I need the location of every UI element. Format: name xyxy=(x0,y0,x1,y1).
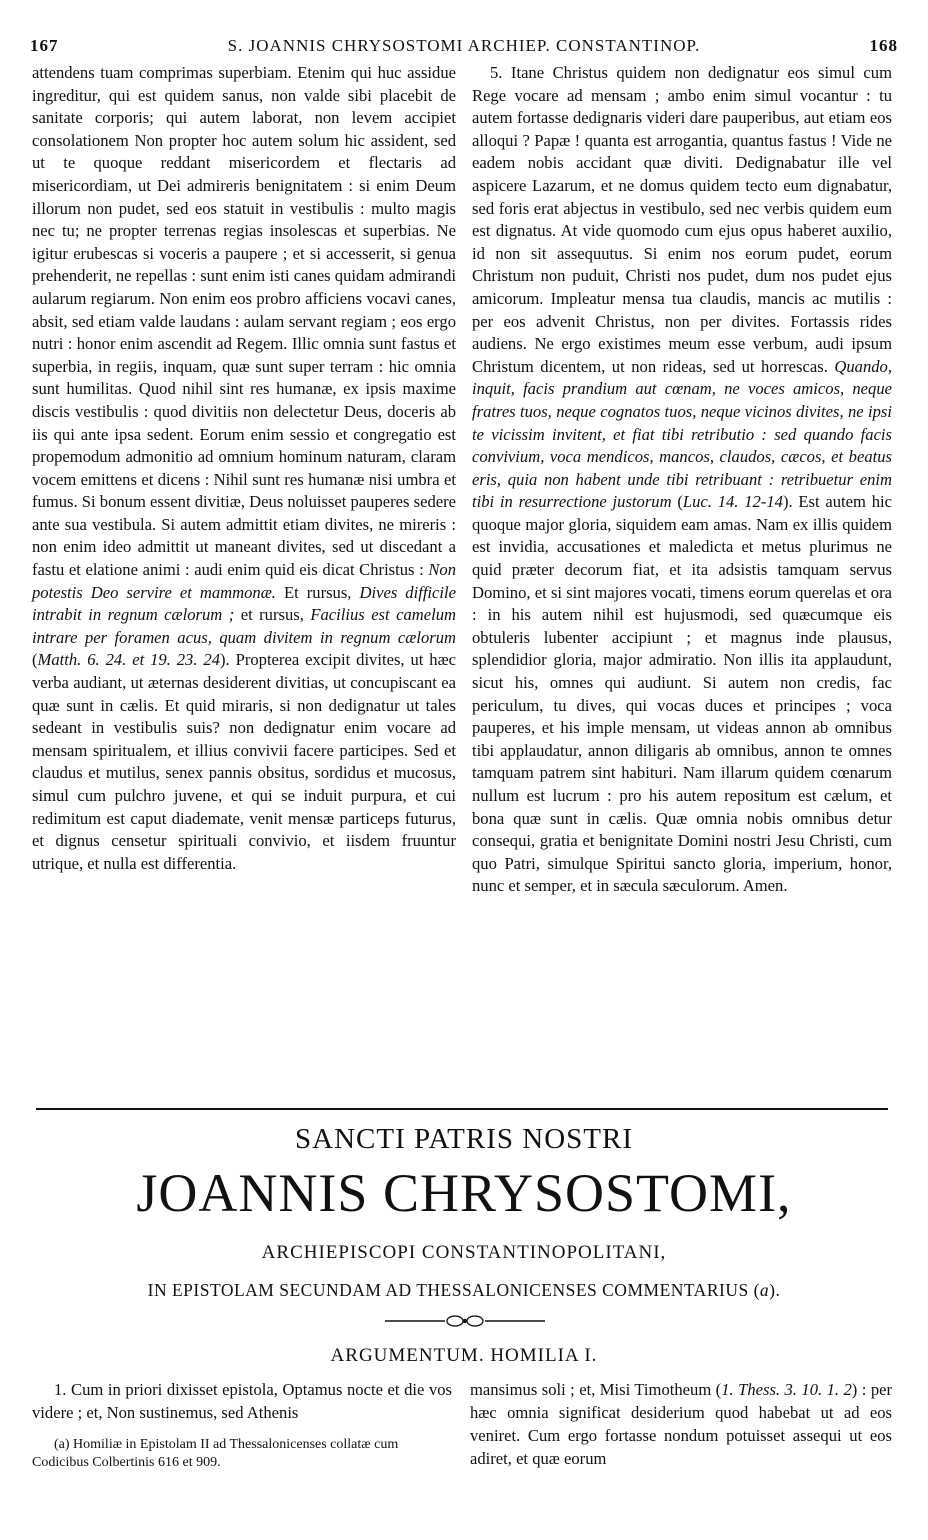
text-run: et rursus, xyxy=(234,605,311,625)
scripture-quote: Quando, inquit, facis prandium aut cœnam, ne voces amicos, neque fratres tuos, neque cognatos tuos, neque vicinos divites, ne ipsi te vicissim invitent, et fiat tibi retributio : sed quando facis convivium, voca mendicos, mancos, claudos, cæcos, et beatus eris, quia non habent unde tibi retribuant : retribuetur enim tibi in resurrectione justorum xyxy=(472,356,892,512)
scripture-reference: Matth. 6. 24. et 19. 23. 24 xyxy=(37,650,221,670)
scripture-reference: Luc. 14. 12-14 xyxy=(682,492,783,512)
work-title-text: IN EPISTOLAM SECUNDAM AD THESSALONICENSES COMMENTARIUS ( xyxy=(147,1280,760,1300)
bottom-right-column xyxy=(470,1378,892,1470)
work-title xyxy=(0,1280,928,1301)
scripture-quote: Facilius est camelum intrare per foramen acus, quam divitem in regnum cælorum xyxy=(32,605,456,647)
scripture-quote: Non potestis Deo servire et mammonæ. xyxy=(32,560,456,602)
footnote xyxy=(32,1436,452,1472)
left-paragraph xyxy=(32,62,456,875)
bottom-left-column xyxy=(32,1378,452,1424)
text-run: 5. Itane Christus quidem non dedignatur eos simul cum Rege vocare ad mensam ; ambo enim simul vocantur : tu autem fortasse dedignaris videri dare pauperibus, aut etiam eos alloqui ? Papæ ! quanta est arrogantia, quantus fastus ! Vide ne eadem nobis accidant quæ diviti. Dedignabatur ille vel aspicere Lazarum, et ne domus quidem tecto eum dignabatur, sed foris erat abjectus in vestibulo, sed nec verbis quidem eum est dignatus. At vide quomodo cum ejus opus haberet auxilio, id non sit assequutus. Si enim nos eorum pudet, eorum Christum non puduit, Christi nos pudet, dum nos pudet ejus amicorum. Impleatur mensa tua claudis, mancis ac mutilis : per eos advenit Christus, non per divites. Fortassis rides audiens. Ne ergo existimes meum esse verbum, audi ipsum Christum dicentem, ut non rideas, sed ut horrescas. xyxy=(472,63,892,376)
text-run: Et rursus, xyxy=(275,582,360,602)
right-paragraph xyxy=(472,62,892,898)
text-run: ). Propterea excipit divites, ut hæc verba audiant, ut æternas desiderent divitias, ut concupiscant ea quæ sunt in cælis. Et quid miraris, si non dedignatur ut tales sedeant in vestibulis suis? non dedignatur enim vocare ad mensam spiritualem, et illius convivii facere participes. Sed et claudus et mutilus, senex pannis obsitus, sordidus et mucosus, simul cum pulchro juvene, et qui se induit purpura, et cui redimitum est caput diademate, venit mensæ particeps futurus, et dignus censetur spirituali convivio, et iisdem fruuntur utrique, et nulla est differentia. xyxy=(32,650,456,873)
text-run: ( xyxy=(671,492,683,512)
footnote-mark: a xyxy=(759,1280,770,1300)
page-number-left: 167 xyxy=(30,36,59,55)
text-run: ) : per hæc omnia significat desiderium quod habebat ut ad eos veniret. Cum ergo fortasse nondum potuisset assequi ut eos adiret, et quæ eorum xyxy=(470,1380,893,1468)
scripture-quote: Dives difficile intrabit in regnum cælorum ; xyxy=(32,582,456,625)
text-run: ( xyxy=(32,650,38,670)
right-column xyxy=(472,62,892,898)
scripture-reference: 1. Thess. 3. 10. 1. 2 xyxy=(721,1380,852,1399)
text-run: mansimus soli ; et, Misi Timotheum ( xyxy=(470,1380,722,1399)
section-divider xyxy=(36,1108,888,1110)
footnote-text: (a) Homiliæ in Epistolam II ad Thessalonicenses collatæ cum Codicibus Colbertinis 616 et 909. xyxy=(32,1437,399,1470)
ornament-divider-icon xyxy=(385,1313,545,1329)
bottom-right-paragraph xyxy=(470,1378,892,1470)
running-title: S. JOANNIS CHRYSOSTOMI ARCHIEP. CONSTANTINOP. xyxy=(227,36,701,55)
text-run: ). Est autem hic quoque major gloria, siquidem eam amas. Nam ex illis quidem est invidia, accusationes et maledicta et metus plurimus ne quid præter decorum fiat, et ita adsistis tamquam servus Domino, et si sint majores vocati, timens eorum querelas et ora : in his autem nihil est hujusmodi, sed quæcumque eis obtuleris lubenter accipiunt ; et magnus inde plausus, splendidior gloria, major admiratio. Non illis ita applaudunt, sicut his, omnes qui audiunt. Si autem non credis, fac periculum, tu dives, qui vocas duces et principes ; voca pauperes, et his imple mensam, ut videas annon ab omnibus tibi applaudatur, annon diligaris ab omnibus, annon te omnes tamquam patrem sint habituri. Nam illarum quidem cœnarum nullum est lucrum : pro his autem repositum est cælum, et bona quæ sunt in cælis. Quæ omnia nobis omnibus detur consequi, gratia et benignitate Domini nostri Jesu Christi, cum quo Patri, simulque Spiritui sancto gloria, imperium, honor, nunc et semper, et in sæcula sæculorum. Amen. xyxy=(472,492,892,896)
author-title: JOANNIS CHRYSOSTOMI, xyxy=(136,1163,792,1223)
left-column xyxy=(32,62,456,875)
title-line-3: ARCHIEPISCOPI CONSTANTINOPOLITANI, xyxy=(261,1242,667,1263)
argumentum-heading: ARGUMENTUM. HOMILIA I. xyxy=(330,1345,598,1366)
running-head xyxy=(30,36,898,62)
title-line-1: SANCTI PATRIS NOSTRI xyxy=(295,1123,633,1155)
page-number-right: 168 xyxy=(869,36,898,55)
work-title-text: ). xyxy=(769,1280,781,1300)
text-run: attendens tuam comprimas superbiam. Etenim qui huc assidue ingreditur, qui est quidem sanus, non valde sibi placebit de sanitate corporis; qui autem laborat, non levem accipiet consolationem Non propter hoc autem solum hic assident, sed ut te quoque reddant misericordem et flectaris ad misericordiam, ut Dei admireris benignitatem : si enim Deum illorum non pudet, sed eos statuit in vestibulis : multo magis nec tu; ne propter terrenas regias insolescas et superbias. Ne igitur erubescas si voceris a paupere ; et si accesserit, si genua prehenderit, ne repellas : sunt enim isti canes quidam admirandi aularum regiarum. Non enim eos probro afficiens vocavi canes, absit, sed etiam valde laudans : aulam servant regiam ; eos ergo nutri : honor enim ascendit ad Regem. Illic omnia sunt fastus et superbia, in regiis, inquam, quæ sunt super terram : hic omnia sunt humilitas. Quod nihil sint res humanæ, ex ipsis maxime discis vestibulis : quod divitiis non delectetur Deus, doceris ab iis qui ante ipsa sedent. Eorum enim sessio et congregatio est propemodum admonitio ad omnium hominum naturam, claram vocem emittens et dicens : Nihil sunt res humanæ nisi umbra et fumus. Si bonum essent divitiæ, Deus noluisset pauperes sedere ante sua vestibula. Si autem admittit etiam divites, ne mireris : non enim ideo admittit ut maneant divites, sed ut discedant a fastu et elatione animi : audi enim quid eis dicat Christus : xyxy=(32,63,457,580)
bottom-left-paragraph: 1. Cum in priori dixisset epistola, Optamus nocte et die vos videre ; et, Non sustinemus, sed Athenis xyxy=(32,1380,452,1422)
